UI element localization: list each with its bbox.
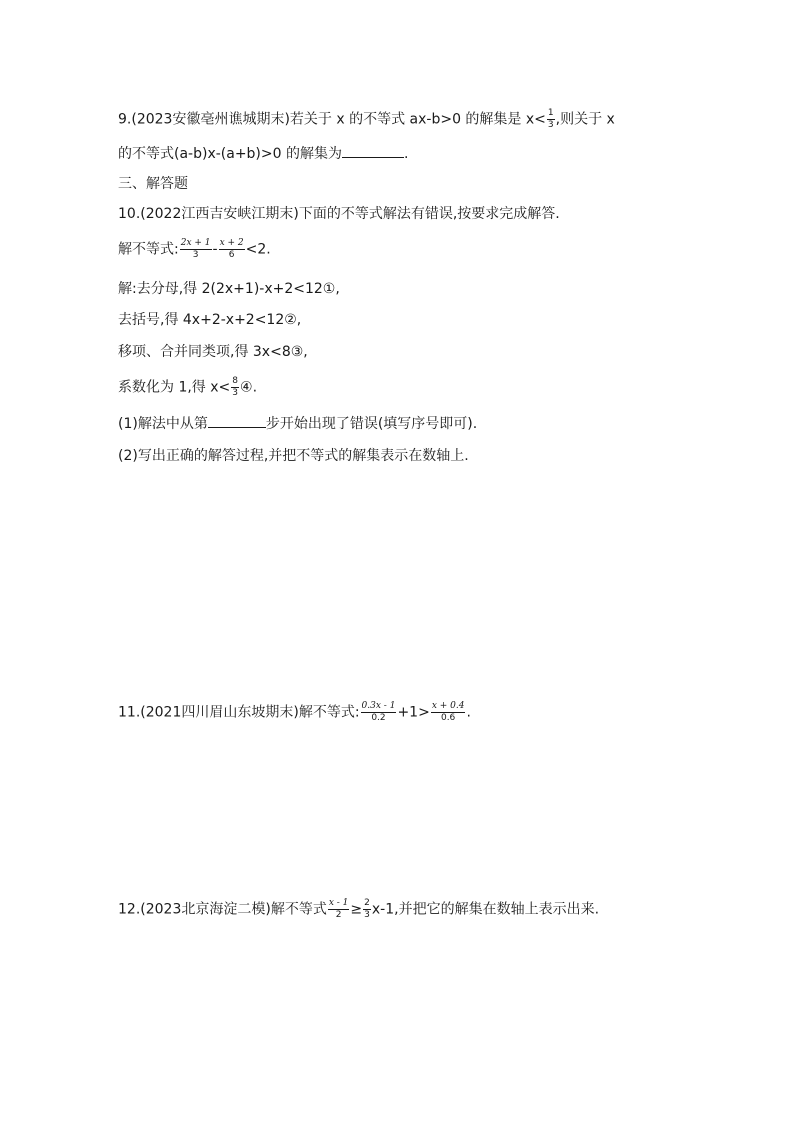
q9-text-line2: 的不等式(a-b)x-(a+b)>0 的解集为 bbox=[118, 146, 342, 162]
q10-step-1: 解:去分母,得 2(2x+1)-x+2<12①, bbox=[118, 281, 340, 297]
q10-fraction-2: $\frac{x + 2}{6}$ bbox=[219, 238, 244, 260]
q9-line1 bbox=[118, 108, 615, 131]
q9-fraction: $\frac{1}{3}$ bbox=[547, 108, 554, 130]
q10-fraction-3: $\frac{8}{3}$ bbox=[232, 376, 239, 398]
q9-line2: 的不等式(a-b)x-(a+b)>0 的解集为 . bbox=[118, 143, 408, 164]
q10-subquestion-2: (2)写出正确的解答过程,并把不等式的解集表示在数轴上. bbox=[118, 448, 469, 464]
q9-answer-blank[interactable] bbox=[342, 143, 404, 158]
q12-line: 12.(2023北京海淀二模)解不等式 $\frac{x - 1}{2}$ ≥ $\frac{2}{3}$ x-1,并把它的解集在数轴上表示出来. bbox=[118, 898, 600, 920]
q10-title: 10.(2022江西吉安峡江期末)下面的不等式解法有错误,按要求完成解答. bbox=[118, 206, 560, 222]
q10-subquestion-1: (1)解法中从第 步开始出现了错误(填写序号即可). bbox=[118, 413, 477, 434]
q11-fraction-1: $\frac{0.3x - 1}{0.2}$ bbox=[361, 701, 396, 723]
q12-fraction-2: $\frac{2}{3}$ bbox=[364, 898, 370, 920]
section-heading: 三、解答题 bbox=[118, 176, 188, 192]
q12-fraction-1: $\frac{x - 1}{2}$ bbox=[328, 898, 349, 920]
q9-text-part2: ,则关于 x bbox=[555, 111, 615, 128]
q10-step-2: 去括号,得 4x+2-x+2<12②, bbox=[118, 312, 302, 328]
q10-fraction-1: $\frac{2x + 1}{3}$ bbox=[180, 238, 211, 260]
q10-inequality: 解不等式: $\frac{2x + 1}{3}$ - $\frac{x + 2}{6}$ <2. bbox=[118, 238, 271, 260]
q11-line: 11.(2021四川眉山东坡期末)解不等式: $\frac{0.3x - 1}{0.2}$ +1> $\frac{x + 0.4}{0.6}$ . bbox=[118, 701, 471, 723]
q9-text-part1: 9.(2023安徽亳州谯城期末)若关于 x 的不等式 ax-b>0 的解集是 x< bbox=[118, 111, 546, 128]
q11-fraction-2: $\frac{x + 0.4}{0.6}$ bbox=[431, 701, 465, 723]
q10-step-3: 移项、合并同类项,得 3x<8③, bbox=[118, 344, 308, 360]
q10-answer-blank[interactable] bbox=[208, 413, 266, 428]
q10-step-4: 系数化为 1,得 x< $\frac{8}{3}$ ④. bbox=[118, 376, 258, 398]
